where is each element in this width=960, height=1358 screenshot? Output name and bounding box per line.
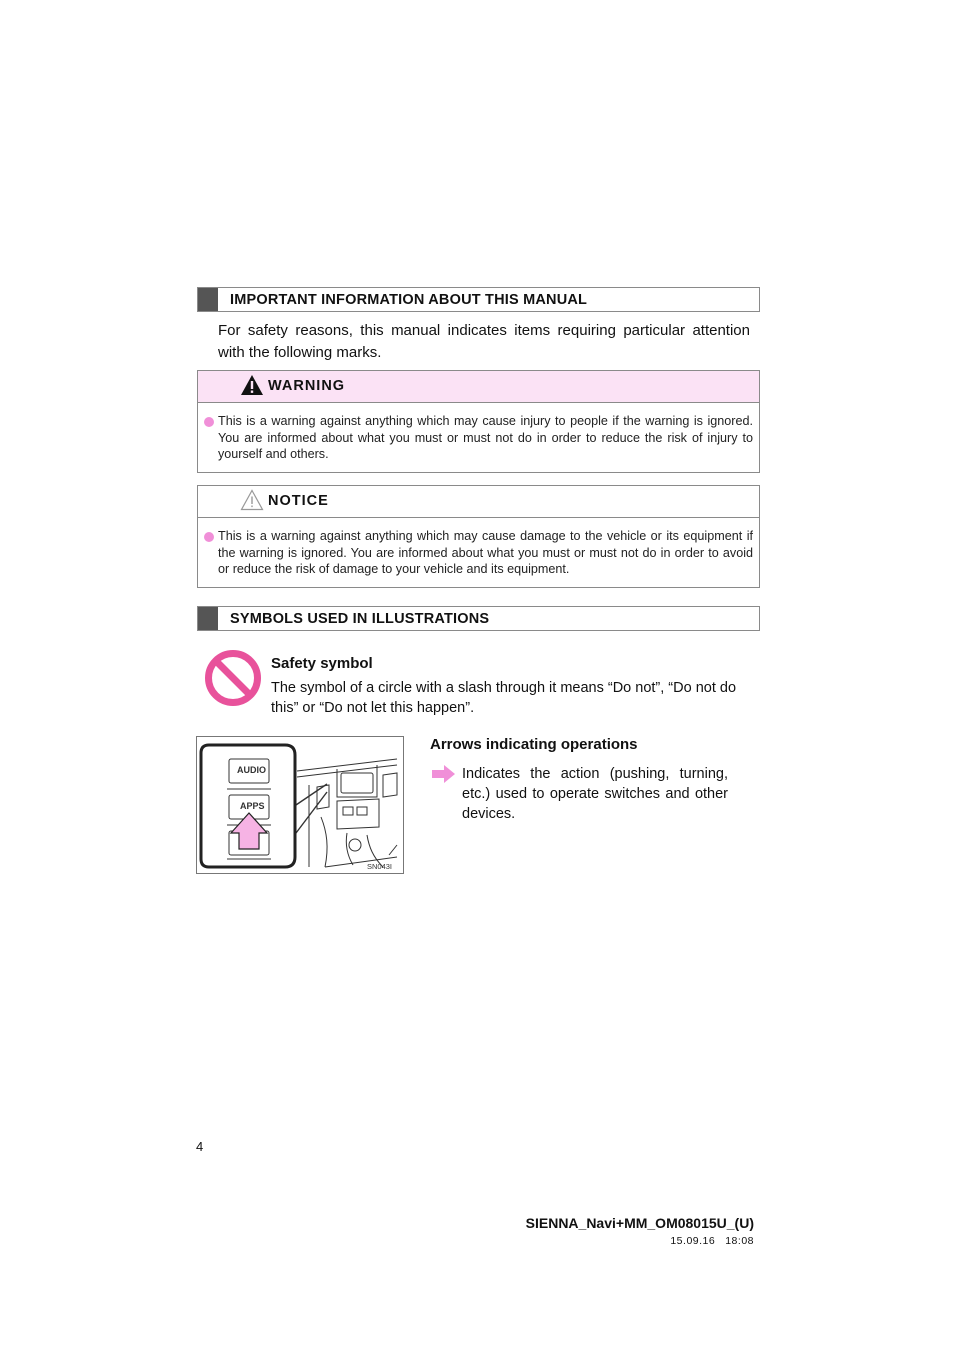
print-time-value: 18:08 [725,1235,754,1247]
section-header-important [197,287,760,312]
warning-box [197,370,760,473]
section-header-symbols [197,606,760,631]
notice-item [204,528,753,578]
section-marker [198,607,218,630]
intro-paragraph: For safety reasons, this manual indicates items requiring particular attention with the following marks. [218,322,750,361]
section-marker [198,288,218,311]
notice-label: NOTICE [268,493,329,509]
safety-symbol-text: The symbol of a circle with a slash through it means “Do not”, “Do not do this” or “Do not let this happen”. [271,680,737,716]
operation-illustration [196,736,404,874]
notice-header [198,486,759,518]
prohibition-icon [204,649,262,712]
print-date-value: 15.09.16 [670,1235,716,1247]
bullet-icon [204,532,214,542]
pink-arrow-icon [432,765,456,788]
arrows-title: Arrows indicating operations [430,736,638,753]
safety-symbol-title: Safety symbol [271,655,373,672]
warning-label: WARNING [268,378,346,394]
section-title: SYMBOLS USED IN ILLUSTRATIONS [230,610,490,627]
manual-id: SIENNA_Navi+MM_OM08015U_(U) [525,1215,754,1231]
audio-button-label: AUDIO [237,765,266,775]
illustration-code: SN043I [367,862,393,871]
bullet-icon [204,417,214,427]
page-number: 4 [196,1139,204,1154]
print-date [670,1235,754,1247]
warning-header [198,371,759,403]
warning-text: This is a warning against anything which may cause injury to people if the warning is ignored. You are informed about what you must or must not do in order to reduce the risk of injury to yourself and others. [218,414,753,461]
notice-text: This is a warning against anything which may cause damage to the vehicle or its equipment if the warning is ignored. You are informed about what you must or must not do in order to avoid or reduce the risk of damage to your vehicle and its equipment. [218,529,753,576]
section-title: IMPORTANT INFORMATION ABOUT THIS MANUAL [230,291,588,308]
warning-triangle-icon [240,374,264,401]
warning-item [204,413,753,463]
arrows-text: Indicates the action (pushing, turning, etc.) used to operate switches and other devices. [462,766,728,822]
notice-box [197,485,760,588]
apps-button-label: APPS [240,801,265,811]
caution-triangle-icon [240,489,264,516]
